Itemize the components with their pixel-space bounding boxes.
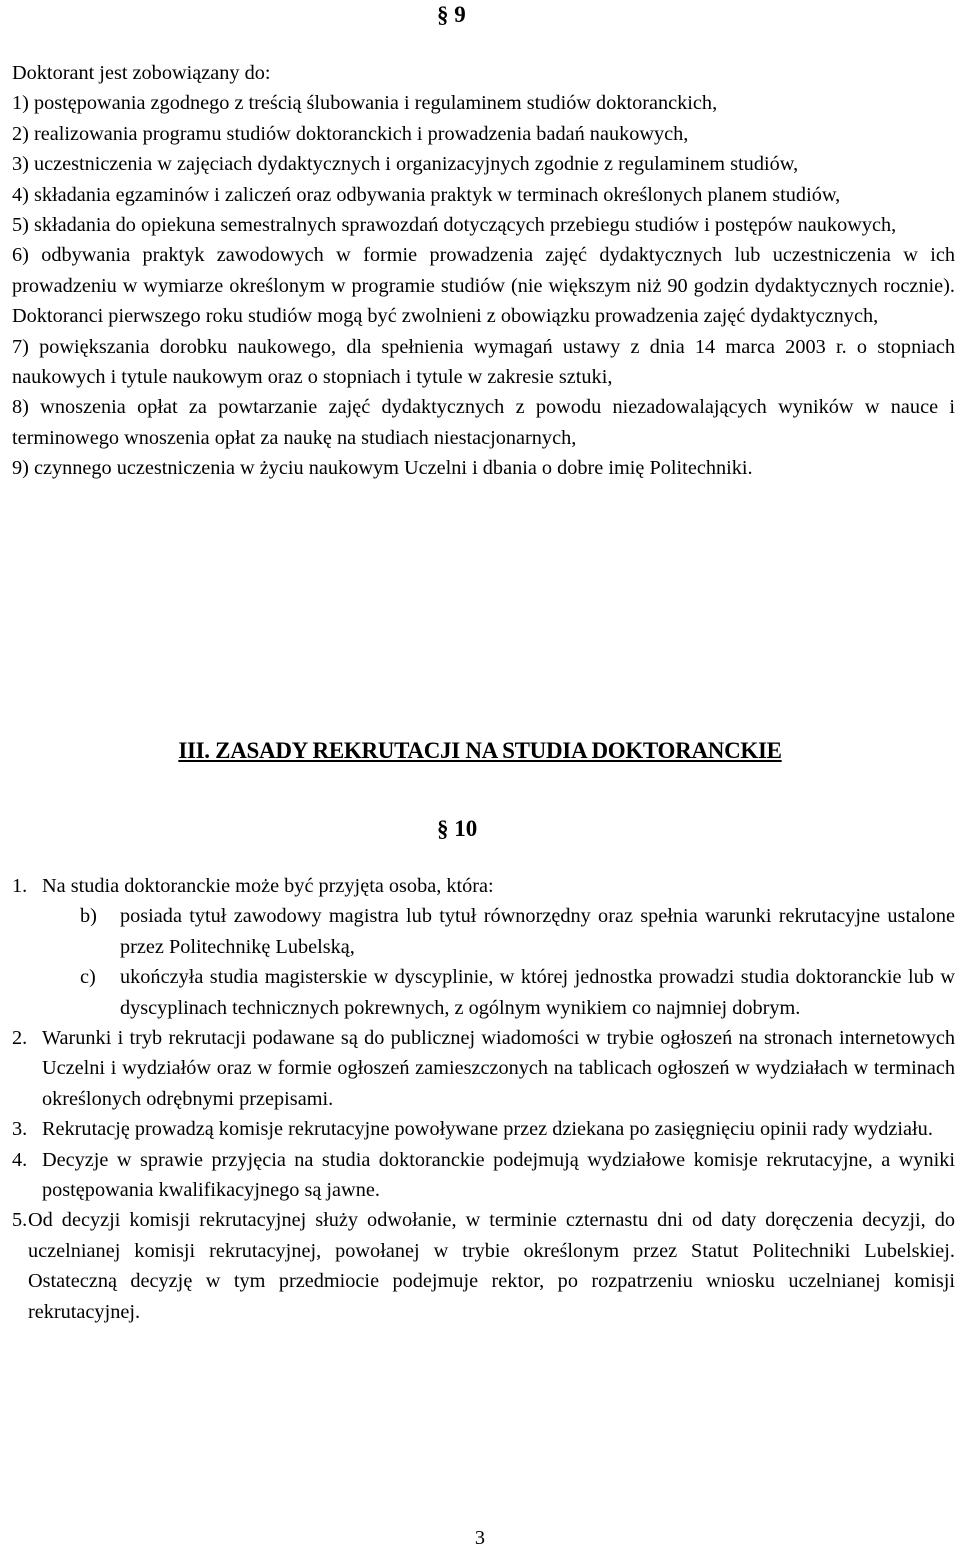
- rule-1-sublist: [80, 901, 955, 1023]
- rule-item-2: [12, 1023, 955, 1114]
- page-number: 3: [474, 1527, 486, 1549]
- sub-item-letter: c): [80, 966, 96, 989]
- duty-item-6: 6) odbywania praktyk zawodowych w formie prowadzenia zajęć dydaktycznych lub uczestniczenia w ich prowadzeniu w wymiarze określonym w programie studiów (nie większym niż 90 godzin dydaktycznych rocznie). Doktoranci pierwszego roku studiów mogą być zwolnieni z obowiązku prowadzenia zajęć dydaktycznych,: [12, 244, 955, 328]
- sub-item-c: [80, 962, 955, 1023]
- duty-item-8: 8) wnoszenia opłat za powtarzanie zajęć dydaktycznych z powodu niezadowalających wyników w nauce i terminowego wnoszenia opłat za naukę na studiach niestacjonarnych,: [12, 396, 955, 449]
- duty-item-2: 2) realizowania programu studiów doktoranckich i prowadzenia badań naukowych,: [12, 122, 689, 145]
- rule-text: Decyzje w sprawie przyjęcia na studia doktoranckie podejmują wydziałowe komisje rekrutacyjne, a wyniki postępowania kwalifikacyjnego są jawne.: [42, 1148, 955, 1202]
- duty-item-9: 9) czynnego uczestniczenia w życiu naukowym Uczelni i dbania o dobre imię Politechniki.: [12, 457, 753, 480]
- rule-number: 2.: [12, 1027, 28, 1050]
- sub-item-letter: b): [80, 905, 97, 928]
- duty-item-1: 1) postępowania zgodnego z treścią ślubowania i regulaminem studiów doktoranckich,: [12, 92, 718, 115]
- section-10-mark: § 10: [437, 816, 478, 841]
- sub-item-b: [80, 901, 955, 962]
- rule-item-3: [12, 1114, 955, 1144]
- section-10-body: [12, 871, 955, 1327]
- rule-text: Warunki i tryb rekrutacji podawane są do publicznej wiadomości w trybie ogłoszeń na stronach internetowych Uczelni i wydziałów oraz w formie ogłoszeń zamieszczonych na tablicach ogłoszeń w wydziałach w terminach określonych odrębnymi przepisami.: [42, 1027, 955, 1110]
- rule-item-4: [12, 1145, 955, 1206]
- rule-item-5: [12, 1205, 955, 1327]
- section-9-intro: Doktorant jest zobowiązany do:: [12, 62, 271, 84]
- duty-item-3: 3) uczestniczenia w zajęciach dydaktycznych i organizacyjnych zgodnie z regulaminem studiów,: [12, 153, 799, 176]
- section-9-mark: § 9: [437, 2, 466, 27]
- sub-item-text: posiada tytuł zawodowy magistra lub tytuł równorzędny oraz spełnia warunki rekrutacyjne ustalone przez Politechnikę Lubelską,: [120, 905, 955, 958]
- rule-text: Od decyzji komisji rekrutacyjnej służy odwołanie, w terminie czternastu dni od daty doręczenia decyzji, do uczelnianej komisji rekrutacyjnej, powołanej w trybie określonym przez Statut Politechniki Lubelskiej. Ostateczną decyzję w tym przedmiocie podejmuje rektor, po rozpatrzeniu wniosku uczelnianej komisji rekrutacyjnej.: [28, 1209, 955, 1323]
- rule-number: 1.: [12, 875, 28, 897]
- rule-item-1: [12, 871, 955, 901]
- sub-item-text: ukończyła studia magisterskie w dyscyplinie, w której jednostka prowadzi studia doktoranckie lub w dyscyplinach technicznych pokrewnych, z ogólnym wynikiem co najmniej dobrym.: [120, 966, 955, 1019]
- duty-item-7: 7) powiększania dorobku naukowego, dla spełnienia wymagań ustawy z dnia 14 marca 2003 r. o stopniach naukowych i tytule naukowym oraz o stopniach i tytule w zakresie sztuki,: [12, 335, 955, 389]
- duty-item-4: 4) składania egzaminów i zaliczeń oraz odbywania praktyk w terminach określonych planem studiów,: [12, 183, 841, 206]
- section-9-body: [12, 58, 955, 484]
- rule-number: 4.: [12, 1148, 28, 1171]
- rule-number: 5.: [12, 1209, 28, 1232]
- chapter-heading: III. ZASADY REKRUTACJI NA STUDIA DOKTORANCKIE: [178, 738, 782, 763]
- rule-text: Rekrutację prowadzą komisje rekrutacyjne powoływane przez dziekana po zasięgnięciu opinii rady wydziału.: [42, 1118, 933, 1141]
- rule-number: 3.: [12, 1118, 28, 1141]
- rule-text: Na studia doktoranckie może być przyjęta osoba, która:: [42, 875, 494, 897]
- duty-item-5: 5) składania do opiekuna semestralnych sprawozdań dotyczących przebiegu studiów i postępów naukowych,: [12, 214, 897, 237]
